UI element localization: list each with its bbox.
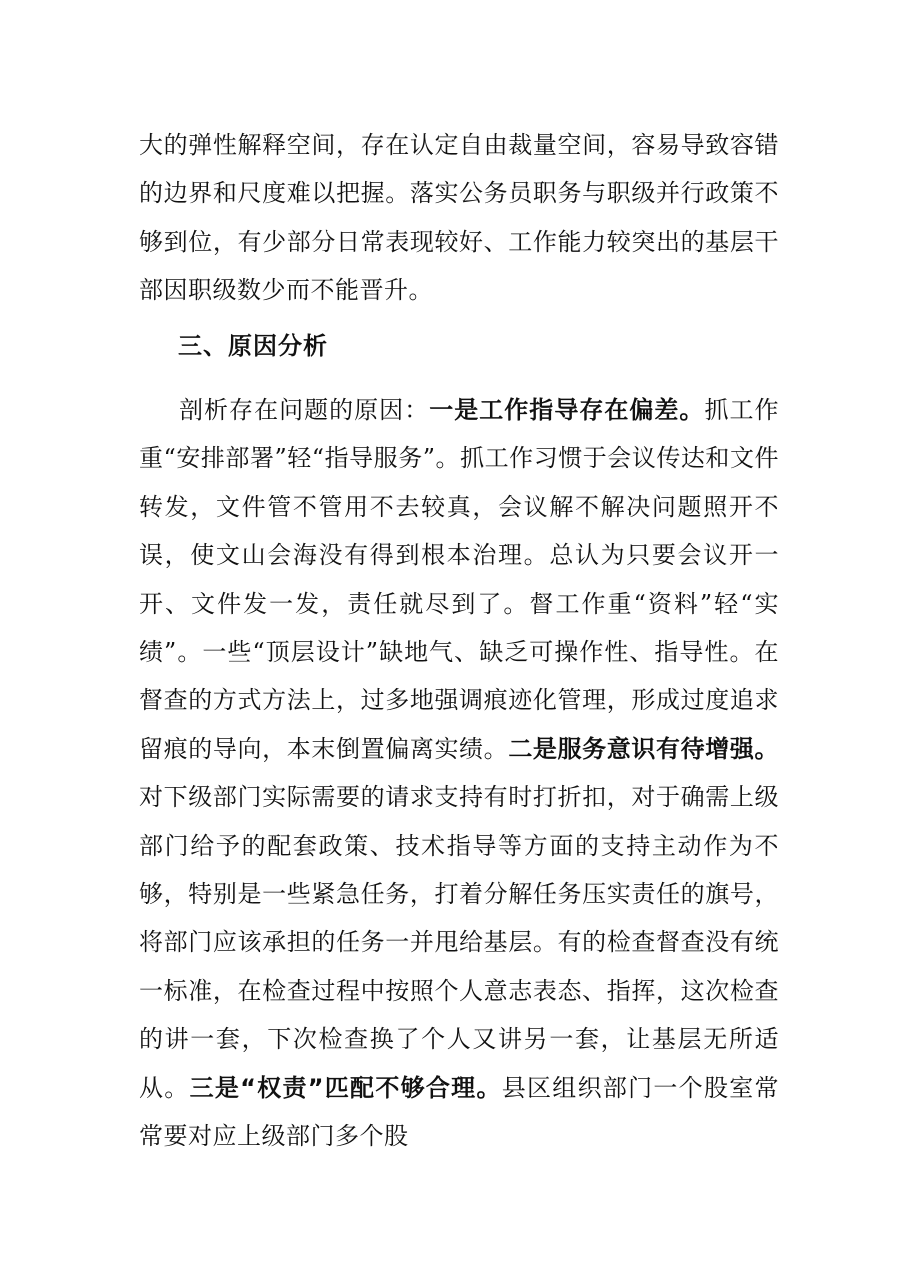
point-2-title: 二是服务意识有待增强。 — [508, 734, 780, 763]
body-paragraph-2 — [139, 386, 779, 1161]
point-1-body: 抓工作重“安排部署”轻“指导服务”。抓工作习惯于会议传达和文件转发，文件管不管用不去较真，会议解不解决问题照开不误，使文山会海没有得到根本治理。总认为只要会议开一开、文件发一发，责任就尽到了。督工作重“资料”轻“实绩”。一些“顶层设计”缺地气、缺乏可操作性、指导性。在督查的方式方法上，过多地强调痕迹化管理，形成过度追求留痕的导向，本末倒置偏离实绩。 — [139, 396, 780, 763]
paragraph-intro: 剖析存在问题的原因： — [179, 396, 430, 424]
point-3-body: 县区组织部门一个股室常常要对应上级部门多个股 — [139, 1073, 780, 1151]
section-heading: 三、原因分析 — [178, 332, 328, 360]
point-2-body: 对下级部门实际需要的请求支持有时打折扣，对于确需上级部门给予的配套政策、技术指导等方面的支持主动作为不够，特别是一些紧急任务，打着分解任务压实责任的旗号，将部门应该承担的任务一并甩给基层。有的检查督查没有统一标准，在检查过程中按照个人意志表态、指挥，这次检查的讲一套，下次检查换了个人又讲另一套，让基层无所适从。 — [139, 783, 779, 1102]
body-paragraph-1: 大的弹性解释空间，存在认定自由裁量空间，容易导致容错的边界和尺度难以把握。落实公务员职务与职级并行政策不够到位，有少部分日常表现较好、工作能力较突出的基层干部因职级数少而不能晋升。 — [139, 131, 779, 305]
point-1-title: 一是工作指导存在偏差。 — [429, 396, 705, 424]
point-3-title: 三是“权责”匹配不够合理。 — [189, 1073, 502, 1102]
